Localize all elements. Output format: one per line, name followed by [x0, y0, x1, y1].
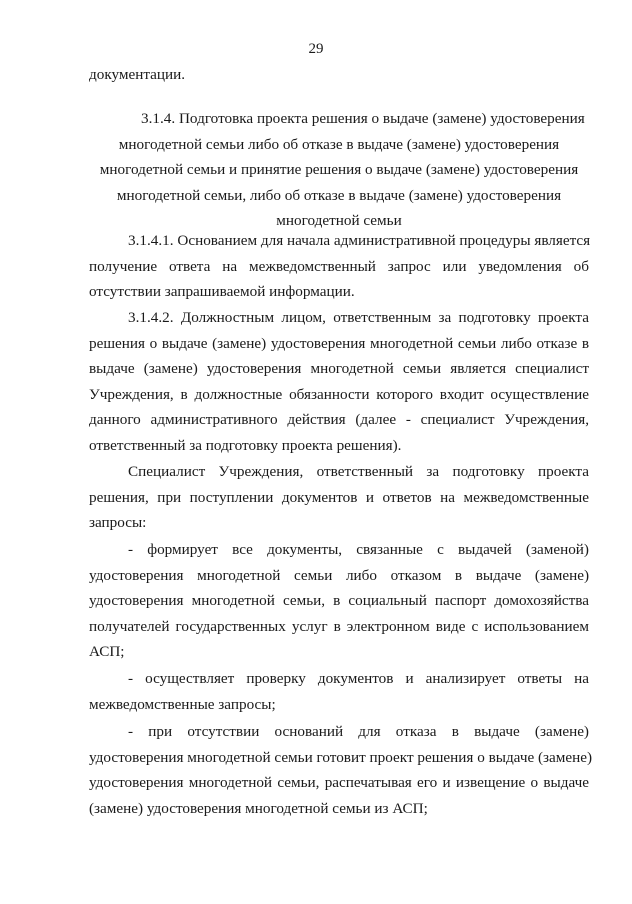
text-line: получателей государственных услуг в электронном виде с использованием [89, 617, 589, 635]
text-line: 3.1.4.2. Должностным лицом, ответственным за подготовку проекта [128, 309, 589, 326]
text-line: решения, при поступлении документов и ответов на межведомственные [89, 488, 589, 506]
text-line: (замене) удостоверения многодетной семьи из АСП; [89, 799, 428, 817]
bullet-checks-documents [89, 666, 589, 717]
paragraph-specialist [89, 459, 589, 536]
text-line: выдаче (замене) удостоверения многодетной семьи является специалист [89, 360, 589, 378]
page-number: 29 [308, 41, 324, 57]
text-line: документации. [89, 66, 186, 83]
text-line: решения о выдаче (замене) удостоверения многодетной семьи либо отказе в [89, 334, 589, 352]
bullet-forms-documents [89, 537, 589, 665]
text-line: получение ответа на межведомственный запрос или уведомления об [89, 257, 589, 275]
text-line: удостоверения многодетной семьи, в социальный паспорт домохозяйства [89, 592, 589, 610]
text-line: 3.1.4.1. Основанием для начала административной процедуры является [128, 232, 591, 249]
text-line: - формирует все документы, связанные с выдачей (заменой) [128, 541, 589, 558]
text-line: удостоверения многодетной семьи готовит проект решения о выдаче (замене) [89, 748, 593, 766]
text-line: данного административного действия (далее - специалист Учреждения, [89, 411, 589, 429]
heading-line: 3.1.4. Подготовка проекта решения о выдаче (замене) удостоверения [141, 110, 585, 127]
text-line: - осуществляет проверку документов и анализирует ответы на [128, 670, 589, 687]
text-line: удостоверения многодетной семьи, распечатывая его и извещение о выдаче [89, 774, 589, 792]
text-line: Учреждения, в должностные обязанности которого входит осуществление [89, 385, 589, 403]
text-line: запросы: [89, 514, 147, 532]
heading-line: многодетной семьи либо об отказе в выдаче (замене) удостоверения [118, 135, 560, 153]
heading-line: многодетной семьи [276, 212, 402, 230]
text-line: Специалист Учреждения, ответственный за подготовку проекта [128, 463, 589, 480]
text-line: ответственный за подготовку проекта решения). [89, 436, 402, 454]
text-line: удостоверения многодетной семьи либо отказом в выдаче (замене) [89, 566, 589, 584]
paragraph-3-1-4-2 [89, 305, 589, 459]
heading-line: многодетной семьи, либо об отказе в выдаче (замене) удостоверения [116, 186, 562, 204]
text-line: отсутствии запрашиваемой информации. [89, 283, 355, 301]
bullet-prepares-decision [89, 719, 593, 821]
text-line: АСП; [89, 643, 125, 661]
paragraph-3-1-4-1 [89, 228, 589, 305]
continuation-line [89, 62, 589, 88]
heading-line: многодетной семьи и принятие решения о выдаче (замене) удостоверения [99, 161, 579, 179]
section-heading [89, 106, 589, 234]
text-line: межведомственные запросы; [89, 695, 276, 713]
text-line: - при отсутствии оснований для отказа в выдаче (замене) [128, 723, 589, 740]
